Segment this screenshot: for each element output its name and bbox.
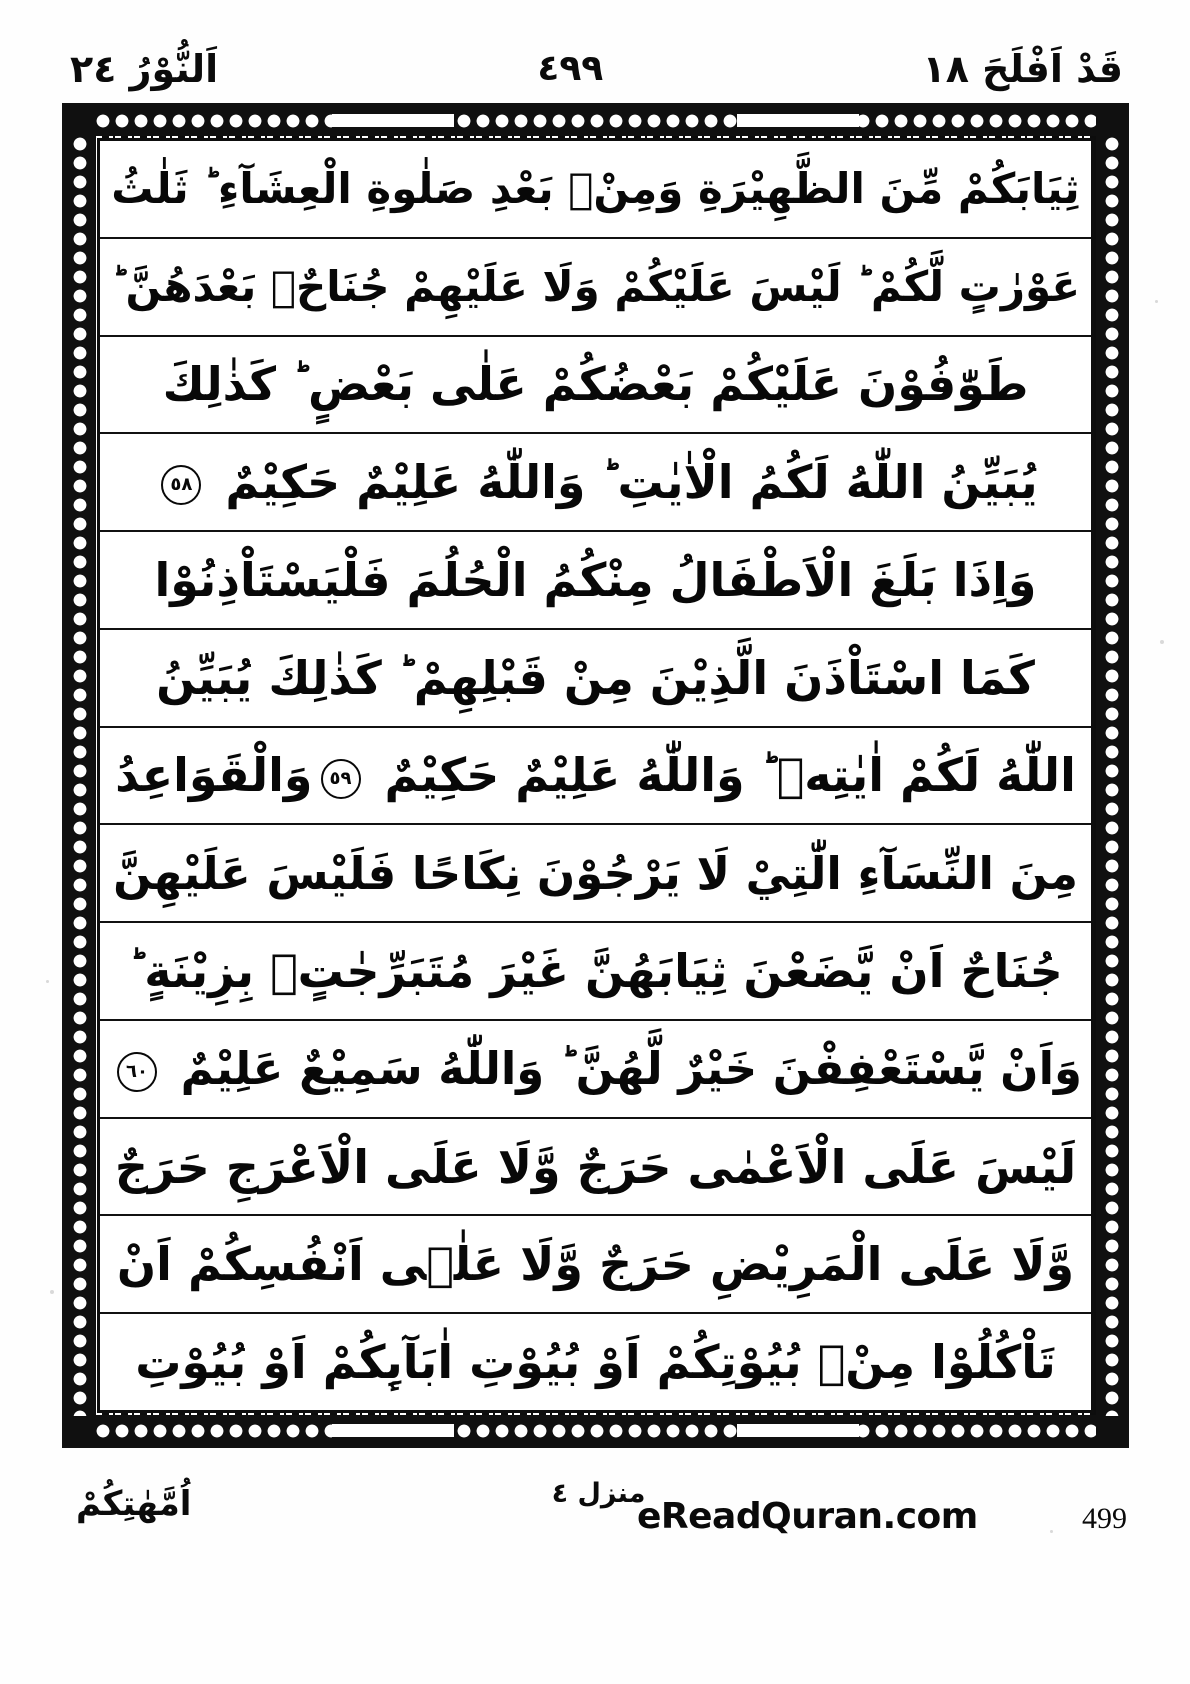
scan-speckle [1050,1530,1053,1533]
border-gap-bottom-right [737,1421,859,1440]
border-band-bottom [64,1415,1127,1446]
border-gap-top-right [737,111,859,130]
quran-line [100,825,1091,923]
page-header [60,38,1135,100]
quran-line [100,337,1091,435]
quran-line-text: يُبَيِّنُ اللّٰهُ لَكُمُ الْاٰيٰتِ ؕ وَاللّٰهُ عَلِيْمٌ حَكِيْمٌ ٥٨ [106,459,1085,506]
quran-line [100,1314,1091,1410]
quran-text-panel [97,138,1094,1413]
quran-line-text: وَّلَا عَلَى الْمَرِيْضِ حَرَجٌ وَّلَا عَلٰۤى اَنْفُسِكُمْ اَنْ [116,1237,1075,1292]
footer-website-label: eReadQuran.com [637,1496,978,1537]
quran-line-text: طَوّٰفُوْنَ عَلَيْكُمْ بَعْضُكُمْ عَلٰى بَعْضٍ ؕ كَذٰلِكَ [162,357,1029,412]
quran-line [100,630,1091,728]
footer-catchword: اُمَّهٰتِكُمْ [76,1484,192,1524]
quran-line-text: وَاِذَا بَلَغَ الْاَطْفَالُ مِنْكُمُ الْحُلُمَ فَلْيَسْتَاْذِنُوْا [154,552,1037,607]
quran-line [100,1119,1091,1217]
quran-line [100,239,1091,337]
quran-line-text: تَاْكُلُوْا مِنْۢ بُيُوْتِكُمْ اَوْ بُيُوْتِ اٰبَآىِٕكُمْ اَوْ بُيُوْتِ [135,1335,1056,1390]
scan-speckle [1155,300,1158,303]
quran-line [100,1216,1091,1314]
quran-line [100,532,1091,630]
quran-line [100,923,1091,1021]
quran-line-text: عَوْرٰتٍ لَّكُمْ ؕ لَيْسَ عَلَيْكُمْ وَلَا عَلَيْهِمْ جُنَاحٌۢ بَعْدَهُنَّ ؕ [110,261,1081,311]
ayah-number-marker: ٦٠ [117,1052,157,1092]
quran-line [100,141,1091,239]
border-gap-top-left [332,111,454,130]
ayah-number-marker: ٥٨ [161,465,201,505]
quran-line [100,1021,1091,1119]
quran-line-text: اللّٰهُ لَكُمْ اٰيٰتِهٖ ؕ وَاللّٰهُ عَلِيْمٌ حَكِيْمٌ ٥٩وَالْقَوَاعِدُ [115,748,1076,803]
scan-speckle [50,1290,54,1294]
quran-line-text: وَاَنْ يَّسْتَعْفِفْنَ خَيْرٌ لَّهُنَّ ؕ وَاللّٰهُ سَمِيْعٌ عَلِيْمٌ ٦٠ [106,1046,1085,1092]
quran-line-text: مِنَ النِّسَآءِ الّٰتِيْ لَا يَرْجُوْنَ نِكَاحًا فَلَيْسَ عَلَيْهِنَّ [113,846,1078,900]
scan-speckle [1160,640,1164,644]
quran-line [100,434,1091,532]
quran-line-tail-text: وَالْقَوَاعِدُ [115,748,313,803]
page-footer [62,1468,1135,1588]
quran-line-text: ثِيَابَكُمْ مِّنَ الظَّهِيْرَةِ وَمِنْۢ بَعْدِ صَلٰوةِ الْعِشَآءِ ؕ ثَلٰثُ [111,163,1080,213]
quran-line-text: لَيْسَ عَلَى الْاَعْمٰى حَرَجٌ وَّلَا عَلَى الْاَعْرَجِ حَرَجٌ [114,1139,1077,1194]
border-gap-bottom-left [332,1421,454,1440]
juz-label: قَدْ اَفْلَحَ ١٨ [922,47,1123,91]
footer-page-number: 499 [1082,1502,1127,1535]
header-page-number-arabic: ٤٩٩ [537,48,604,89]
quran-line-text: جُنَاحٌ اَنْ يَّضَعْنَ ثِيَابَهُنَّ غَيْرَ مُتَبَرِّجٰتٍۢ بِزِيْنَةٍ ؕ [128,944,1063,998]
surah-label: اَلنُّوْرُ ٢٤ [70,47,219,91]
border-band-left [64,105,95,1446]
scan-speckle [46,980,49,983]
quran-line [100,728,1091,826]
footer-manzil-label: منزل ٤ [551,1478,646,1509]
border-band-right [1096,105,1127,1446]
ayah-number-marker: ٥٩ [321,759,361,799]
border-band-top [64,105,1127,136]
quran-line-text: كَمَا اسْتَاْذَنَ الَّذِيْنَ مِنْ قَبْلِهِمْ ؕ كَذٰلِكَ يُبَيِّنُ [156,650,1035,705]
